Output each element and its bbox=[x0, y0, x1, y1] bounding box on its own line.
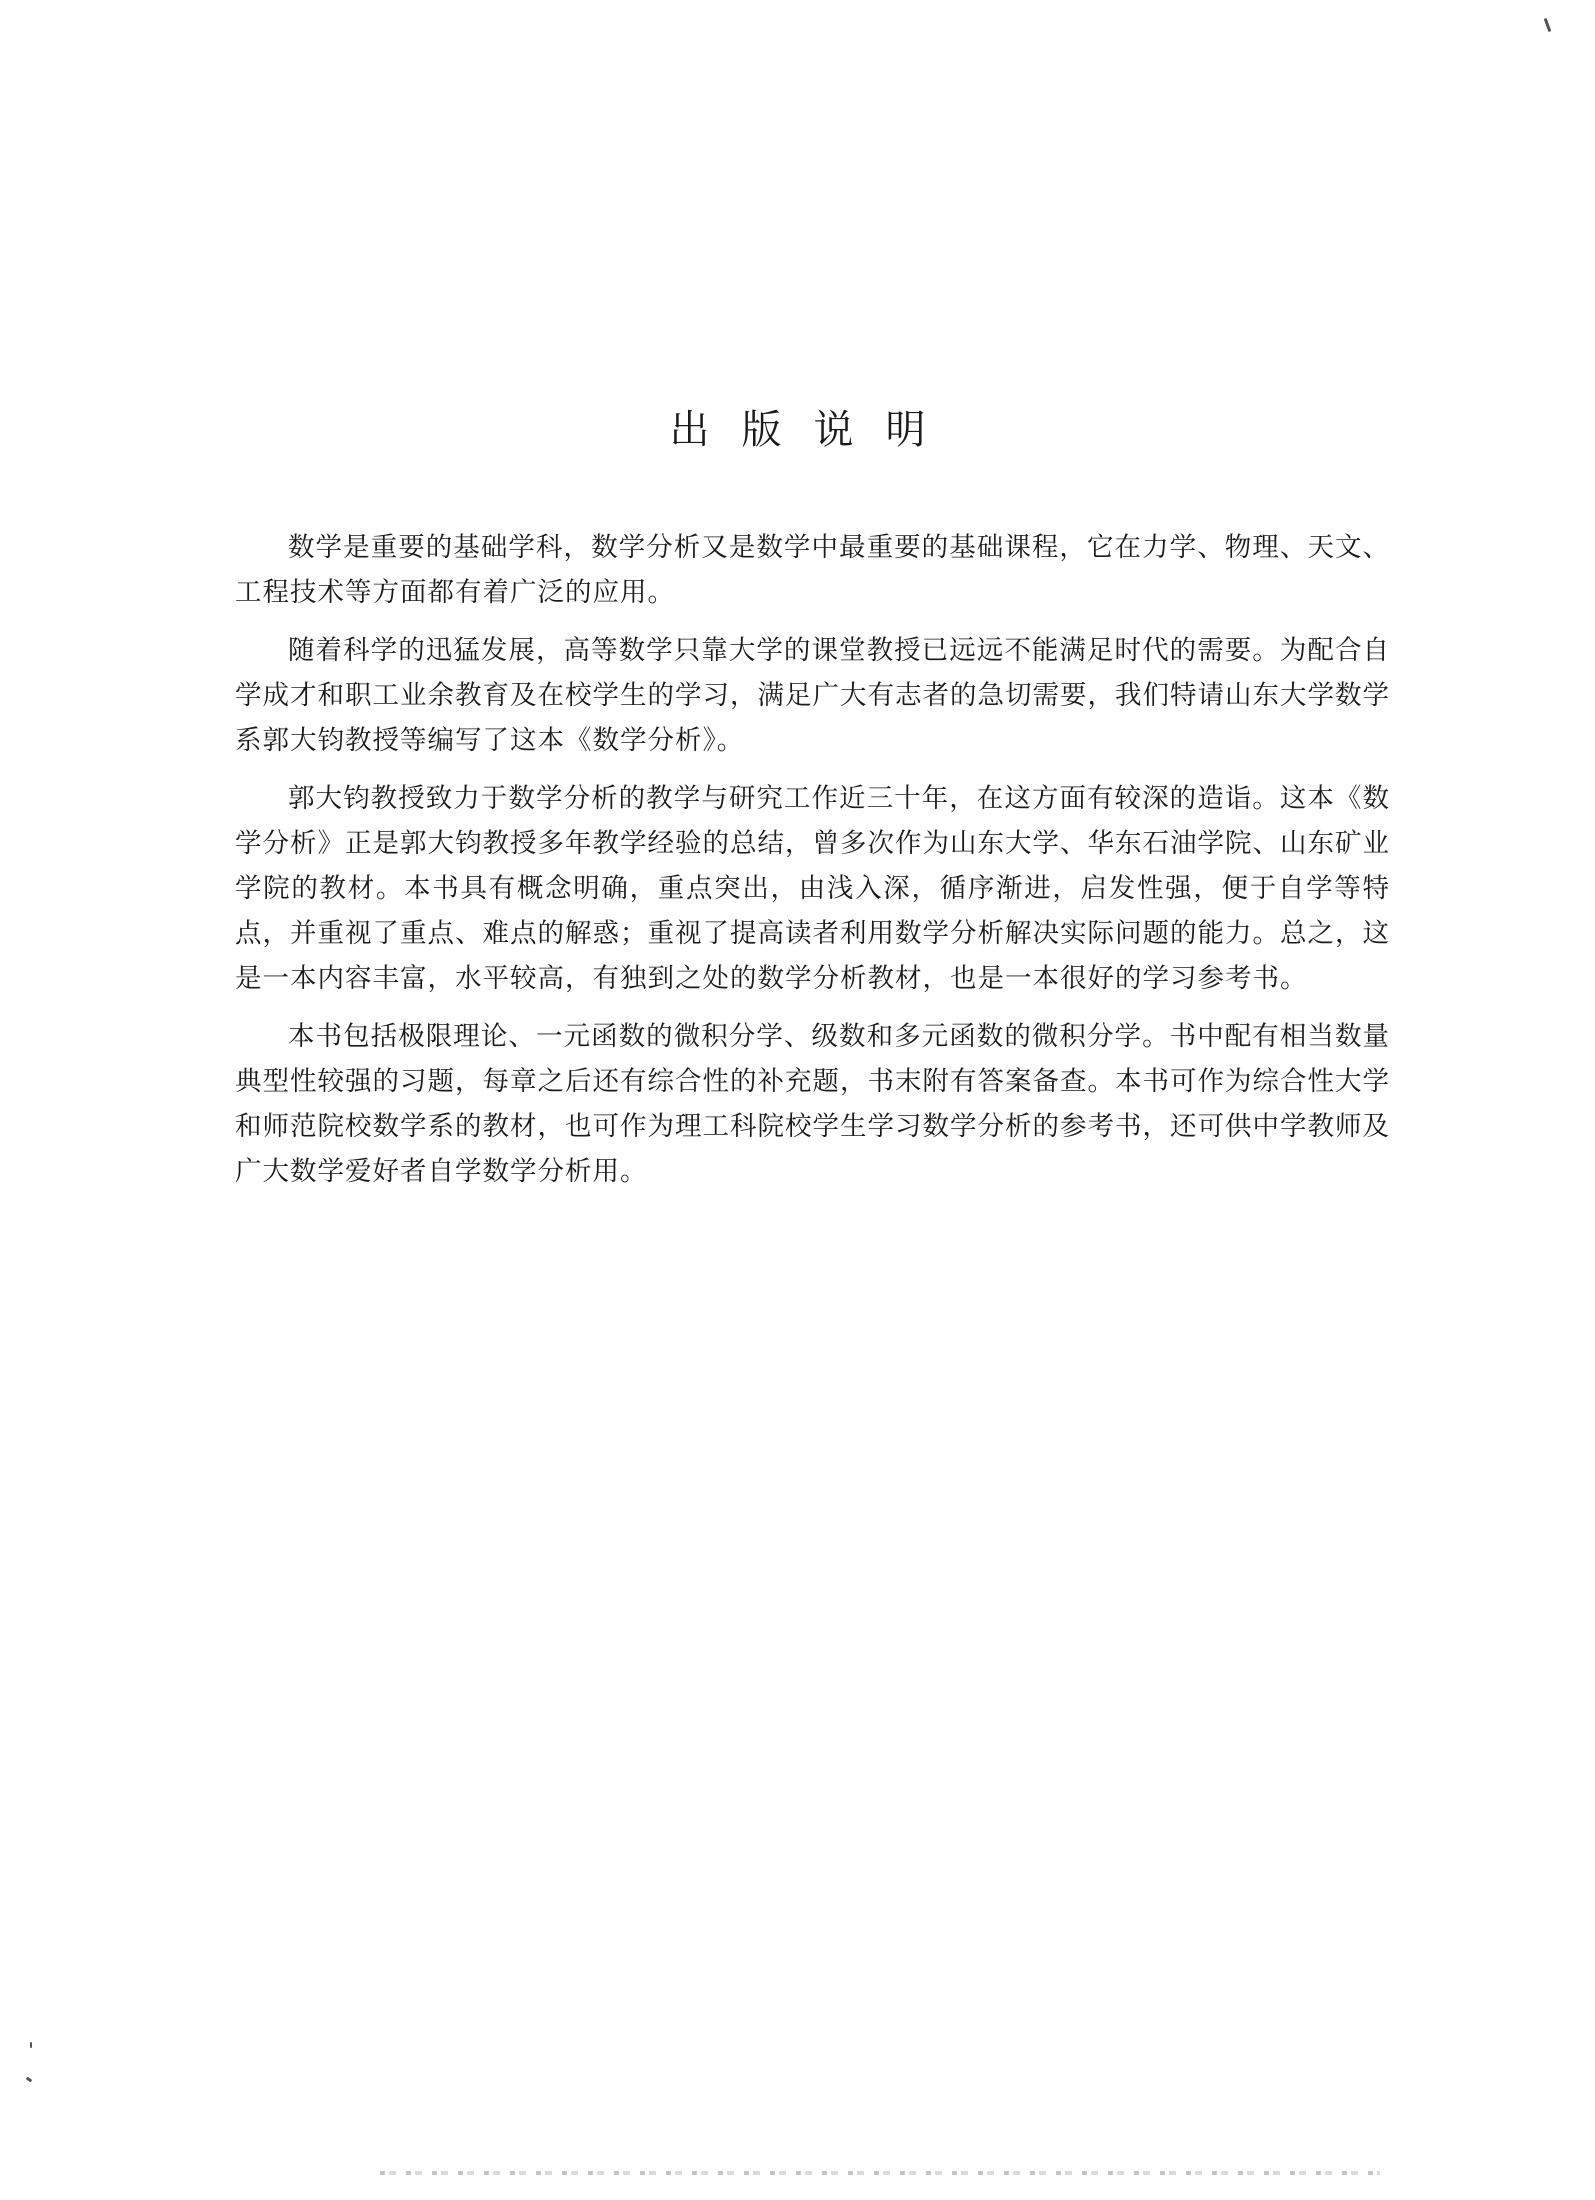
body-text bbox=[235, 525, 1390, 1207]
scan-speck-top-right bbox=[1544, 18, 1552, 32]
paragraph-2: 随着科学的迅猛发展，高等数学只靠大学的课堂教授已远远不能满足时代的需要。为配合自学成才和职工业余教育及在校学生的学习，满足广大有志者的急切需要，我们特请山东大学数学系郭大钧教授等编写了这本《数学分析》。 bbox=[235, 635, 1390, 756]
page-title: 出版说明 bbox=[669, 407, 958, 453]
scan-speck-left-2 bbox=[26, 2077, 33, 2083]
scan-speck-left-1 bbox=[30, 2042, 32, 2048]
paragraph-3: 郭大钧教授致力于数学分析的教学与研究工作近三十年，在这方面有较深的造诣。这本《数学分析》正是郭大钧教授多年教学经验的总结，曾多次作为山东大学、华东石油学院、山东矿业学院的教材。本书具有概念明确，重点突出，由浅入深，循序渐进，启发性强，便于自学等特点，并重视了重点、难点的解惑；重视了提高读者利用数学分析解决实际问题的能力。总之，这是一本内容丰富，水平较高，有独到之处的数学分析教材，也是一本很好的学习参考书。 bbox=[235, 783, 1390, 994]
paragraph-1: 数学是重要的基础学科，数学分析又是数学中最重要的基础课程，它在力学、物理、天文、工程技术等方面都有着广泛的应用。 bbox=[235, 532, 1390, 608]
scan-artifact-strip bbox=[380, 2171, 1380, 2175]
paragraph-4: 本书包括极限理论、一元函数的微积分学、级数和多元函数的微积分学。书中配有相当数量典型性较强的习题，每章之后还有综合性的补充题，书末附有答案备查。本书可作为综合性大学和师范院校数学系的教材，也可作为理工科院校学生学习数学分析的参考书，还可供中学教师及广大数学爱好者自学数学分析用。 bbox=[235, 1021, 1390, 1187]
